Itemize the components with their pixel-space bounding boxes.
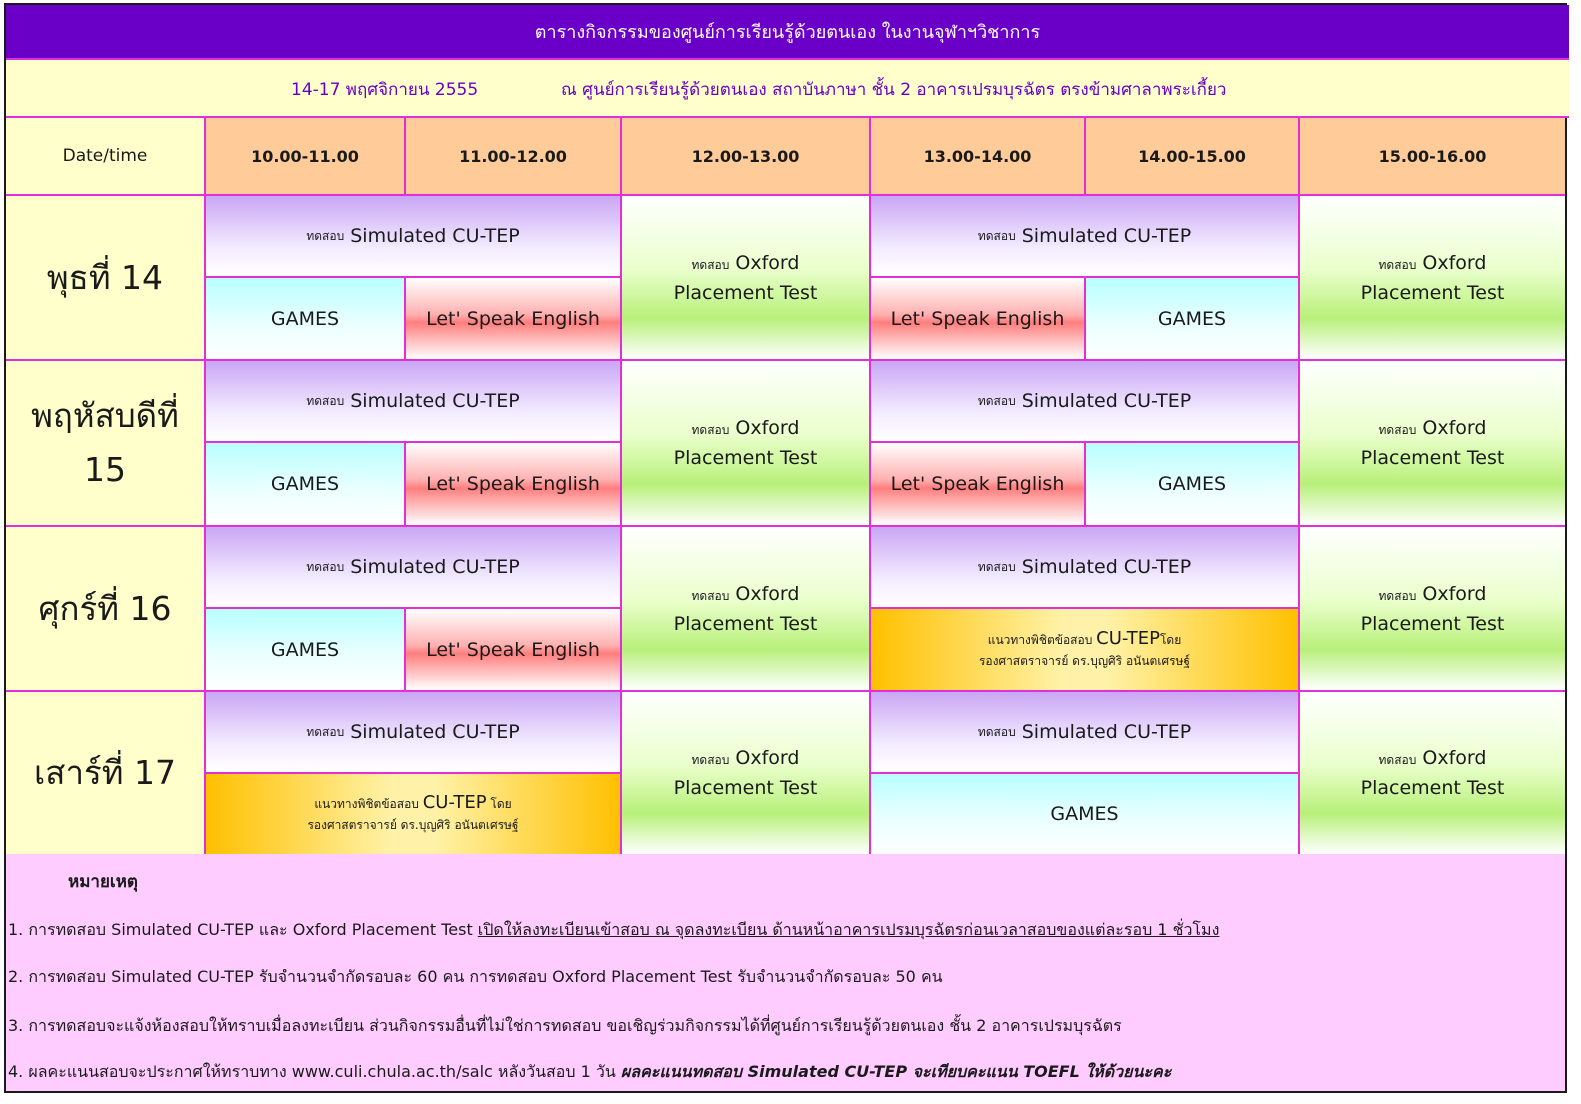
oxford-line2: Placement Test: [1360, 281, 1505, 304]
test-prefix: ทดสอบ: [691, 753, 730, 767]
test-prefix: ทดสอบ: [306, 559, 345, 574]
header-slot-5: 14.00-15.00: [1086, 118, 1300, 196]
cutep-test-cell: [871, 196, 1300, 278]
header-slot-4: 13.00-14.00: [871, 118, 1086, 196]
speak-english-cell: Let' Speak English: [406, 278, 622, 361]
cutep-label: Simulated CU-TEP: [350, 556, 520, 578]
oxford-test-cell: [1300, 361, 1565, 527]
test-prefix: ทดสอบ: [977, 393, 1016, 408]
cutep-test-cell: [206, 361, 622, 443]
header-slot-6: 15.00-16.00: [1300, 118, 1565, 196]
oxford-test-cell: [622, 692, 871, 856]
cutep-test-cell: [206, 692, 622, 774]
test-prefix: ทดสอบ: [1378, 753, 1417, 767]
test-prefix: ทดสอบ: [1378, 257, 1417, 272]
cutep-test-cell: [871, 527, 1300, 609]
speak-english-cell: Let' Speak English: [871, 443, 1086, 527]
note-2: 2. การทดสอบ Simulated CU-TEP รับจำนวนจำกัดรอบละ 60 คน การทดสอบ Oxford Placement Test รับจำนวนจำกัดรอบละ 50 คน: [8, 967, 943, 986]
test-prefix: ทดสอบ: [977, 724, 1016, 739]
games-cell: GAMES: [1086, 443, 1300, 527]
oxford-line1: Oxford: [1422, 251, 1487, 274]
test-prefix: ทดสอบ: [977, 559, 1016, 574]
cutep-test-cell: [206, 196, 622, 278]
header-corner: Date/time: [6, 118, 206, 196]
header-slot-3: 12.00-13.00: [622, 118, 871, 196]
oxford-test-cell: [1300, 196, 1565, 361]
test-prefix: ทดสอบ: [306, 393, 345, 408]
event-venue: ณ ศูนย์การเรียนรู้ด้วยตนเอง สถาบันภาษา ชั้น 2 อาคารเปรมบุรฉัตร ตรงข้ามศาลาพระเกี้ยว: [561, 79, 1227, 100]
oxford-line2: Placement Test: [673, 612, 818, 635]
note-1-text: 1. การทดสอบ Simulated CU-TEP และ Oxford Placement Test: [8, 920, 478, 939]
games-cell: GAMES: [206, 609, 406, 692]
oxford-line1: Oxford: [735, 582, 800, 605]
oxford-test-cell: [622, 196, 871, 361]
oxford-line2: Placement Test: [1360, 777, 1505, 799]
notes-section: [6, 854, 1565, 1091]
cutep-label: Simulated CU-TEP: [350, 721, 520, 743]
day-label-thu: พฤหัสบดีที่ 15: [6, 361, 206, 527]
speak-english-cell: Let' Speak English: [406, 609, 622, 692]
cutep-label: Simulated CU-TEP: [350, 225, 520, 247]
oxford-line2: Placement Test: [673, 777, 818, 799]
guide-speaker: รองศาสตราจารย์ ดร.บุญศิริ อนันตเศรษฐ์: [978, 653, 1191, 668]
guide-by: โดย: [1159, 632, 1182, 647]
page-title: ตารางกิจกรรมของศูนย์การเรียนรู้ด้วยตนเอง ในงานจุฬาฯวิชาการ: [6, 5, 1569, 60]
cutep-label: Simulated CU-TEP: [1021, 721, 1192, 743]
oxford-line1: Oxford: [1422, 417, 1487, 439]
oxford-line1: Oxford: [735, 251, 800, 274]
guide-by: โดย: [490, 797, 512, 811]
cutep-label: Simulated CU-TEP: [350, 390, 520, 412]
oxford-test-cell: [622, 527, 871, 692]
test-prefix: ทดสอบ: [691, 257, 730, 272]
guide-prefix: แนวทางพิชิตข้อสอบ: [987, 632, 1093, 647]
test-prefix: ทดสอบ: [306, 724, 345, 739]
oxford-line1: Oxford: [735, 747, 800, 769]
oxford-line1: Oxford: [735, 417, 800, 439]
speak-english-cell: Let' Speak English: [871, 278, 1086, 361]
note-1: [8, 918, 1219, 943]
test-prefix: ทดสอบ: [977, 228, 1016, 243]
oxford-line2: Placement Test: [1360, 612, 1505, 635]
cutep-guide-session-cell: [206, 774, 622, 856]
games-cell: GAMES: [1086, 278, 1300, 361]
cutep-test-cell: [871, 361, 1300, 443]
test-prefix: ทดสอบ: [1378, 423, 1417, 437]
subtitle-bar: [6, 60, 1569, 118]
games-cell: GAMES: [871, 774, 1300, 856]
games-cell: GAMES: [206, 443, 406, 527]
note-4-text: 4. ผลคะแนนสอบจะประกาศให้ทราบทาง www.culi.chula.ac.th/salc หลังวันสอบ 1 วัน: [8, 1062, 621, 1081]
note-4-emphasis: ผลคะแนนทดสอบ Simulated CU-TEP จะเทียบคะแนน TOEFL ให้ด้วยนะคะ: [620, 1062, 1172, 1081]
speak-english-cell: Let' Speak English: [406, 443, 622, 527]
cutep-guide-session-cell: [871, 609, 1300, 692]
test-prefix: ทดสอบ: [691, 588, 730, 603]
test-prefix: ทดสอบ: [306, 228, 345, 243]
test-prefix: ทดสอบ: [691, 423, 730, 437]
cutep-label: Simulated CU-TEP: [1021, 556, 1192, 578]
oxford-line1: Oxford: [1422, 582, 1487, 605]
oxford-line1: Oxford: [1422, 747, 1487, 769]
note-4: [8, 1060, 1171, 1085]
guide-speaker: รองศาสตราจารย์ ดร.บุญศิริ อนันตเศรษฐ์: [307, 818, 519, 832]
oxford-test-cell: [1300, 527, 1565, 692]
oxford-test-cell: [1300, 692, 1565, 856]
guide-cutep: CU-TEP: [1096, 627, 1160, 649]
notes-heading: หมายเหตุ: [68, 872, 138, 892]
schedule-sheet: [4, 3, 1567, 1093]
cutep-label: Simulated CU-TEP: [1021, 390, 1192, 412]
cutep-test-cell: [206, 527, 622, 609]
cutep-label: Simulated CU-TEP: [1021, 225, 1192, 247]
header-slot-2: 11.00-12.00: [406, 118, 622, 196]
oxford-line2: Placement Test: [1360, 447, 1505, 469]
oxford-line2: Placement Test: [673, 281, 818, 304]
cutep-test-cell: [871, 692, 1300, 774]
day-label-wed: พุธที่ 14: [6, 196, 206, 361]
header-slot-1: 10.00-11.00: [206, 118, 406, 196]
note-1-underlined: เปิดให้ลงทะเบียนเข้าสอบ ณ จุดลงทะเบียน ด้านหน้าอาคารเปรมบุรฉัตรก่อนเวลาสอบของแต่ละรอบ 1 ชั่วโมง: [477, 920, 1220, 939]
games-cell: GAMES: [206, 278, 406, 361]
oxford-test-cell: [622, 361, 871, 527]
oxford-line2: Placement Test: [673, 447, 818, 469]
event-dates: 14-17 พฤศจิกายน 2555: [291, 79, 479, 100]
guide-prefix: แนวทางพิชิตข้อสอบ: [314, 797, 419, 811]
day-label-sat: เสาร์ที่ 17: [6, 692, 206, 856]
guide-cutep: CU-TEP: [422, 792, 487, 813]
day-label-fri: ศุกร์ที่ 16: [6, 527, 206, 692]
test-prefix: ทดสอบ: [1378, 588, 1417, 603]
note-3: 3. การทดสอบจะแจ้งห้องสอบให้ทราบเมื่อลงทะเบียน ส่วนกิจกรรมอื่นที่ไม่ใช่การทดสอบ ขอเชิญร่วมกิจกรรมได้ที่ศูนย์การเรียนรู้ด้วยตนเอง ชั้น 2 อาคารเปรมบุรฉัตร: [8, 1016, 1122, 1035]
